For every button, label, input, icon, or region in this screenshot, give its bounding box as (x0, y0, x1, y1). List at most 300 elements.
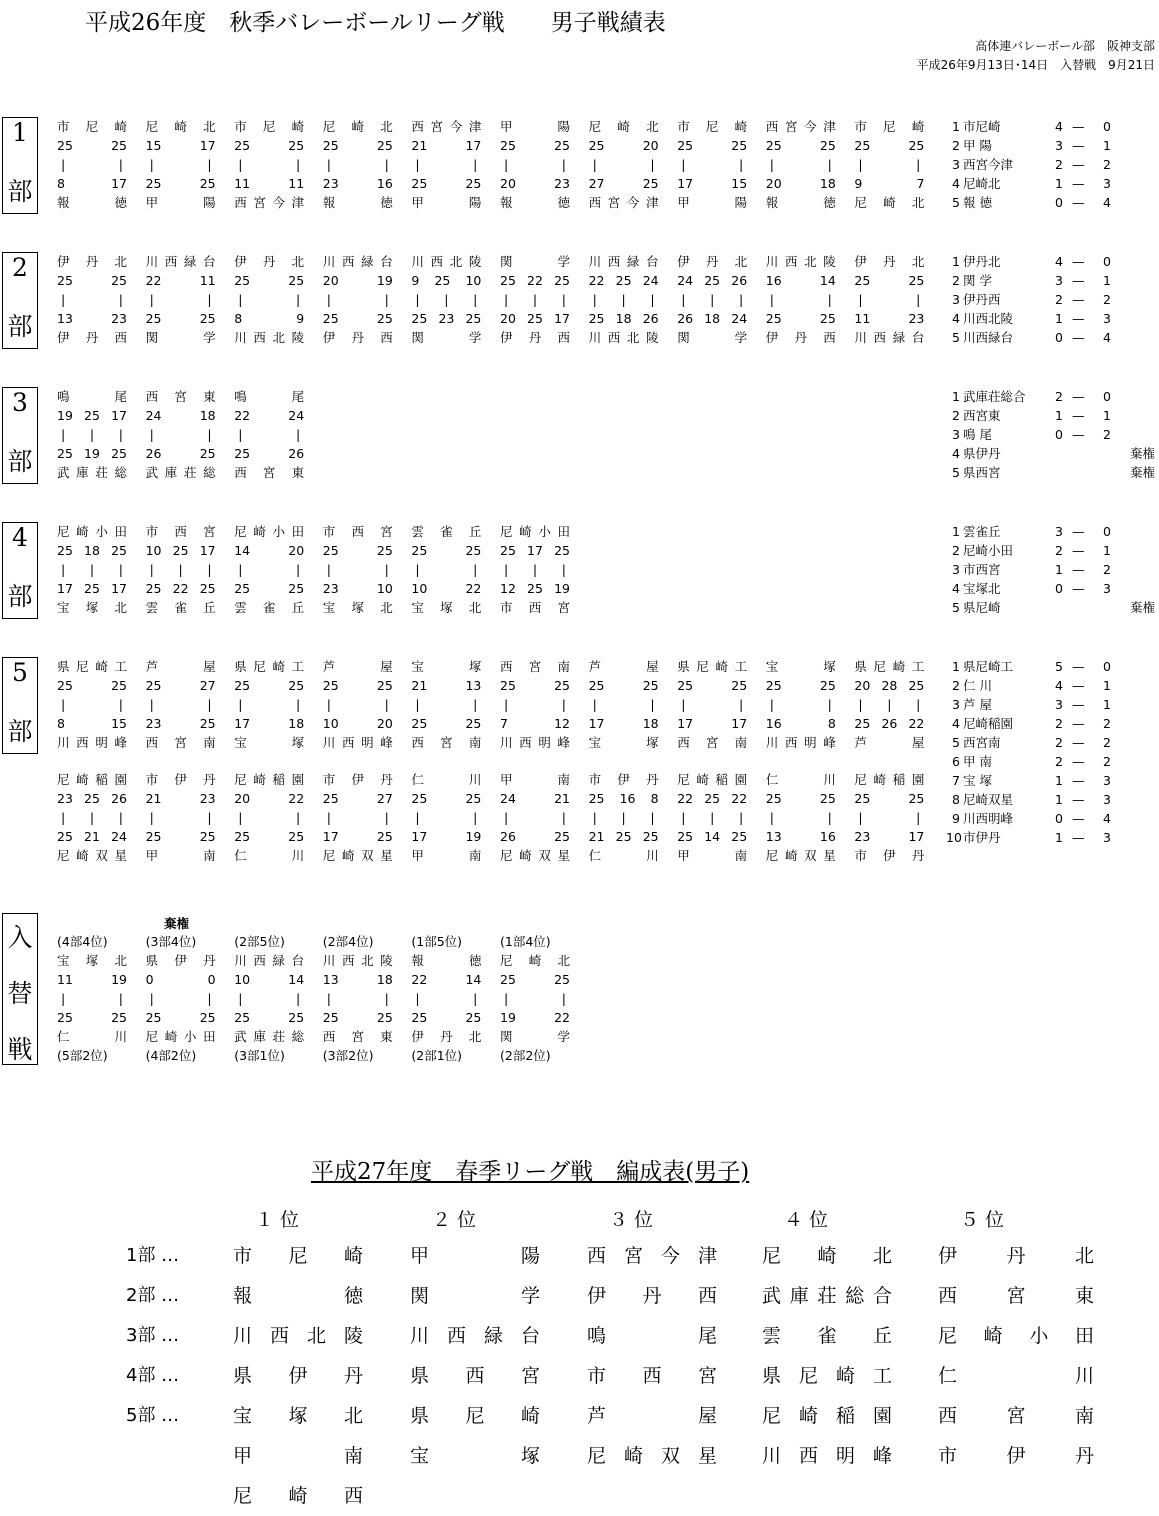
score-divider (411, 290, 481, 309)
team-home: 宝塚 (411, 659, 482, 674)
set-score: 25 (854, 791, 871, 806)
set-score: 25 (84, 581, 100, 596)
playoff-label-char: 戦 (7, 1035, 33, 1064)
standing-wins: 0 (1055, 195, 1063, 210)
standing-dash: — (1072, 697, 1085, 712)
set-score: 23 (111, 311, 127, 326)
standing-wins: 2 (1055, 157, 1063, 172)
set-score: 25 (57, 678, 73, 693)
standing-wins: 1 (1055, 773, 1063, 788)
set-score: 25 (465, 176, 482, 191)
score-away (234, 579, 304, 598)
divider-bar: | (295, 697, 301, 712)
score-away (57, 1008, 127, 1027)
match-result (500, 770, 570, 865)
set-score: 13 (322, 972, 339, 987)
set-score: 24 (642, 273, 659, 288)
score-divider (57, 155, 127, 174)
set-score: 25 (500, 543, 516, 558)
set-score: 25 (234, 273, 251, 288)
standing-losses: 2 (1103, 754, 1111, 769)
assigned-team: 川西北陵 (233, 1325, 363, 1347)
set-score: 0 (145, 972, 154, 987)
playoff-label-char: 替 (7, 979, 33, 1008)
divider-bar: | (827, 697, 832, 712)
team-away: 甲陽 (145, 195, 216, 210)
standing-forfeit: 棄権 (1129, 465, 1155, 480)
team-home: 川西緑台 (588, 254, 659, 269)
standing-losses: 0 (1103, 524, 1111, 539)
set-score: 26 (881, 716, 898, 731)
match-result (589, 252, 659, 347)
set-score: 24 (145, 408, 162, 423)
divider-bar: | (118, 697, 123, 712)
divider-bar: | (827, 292, 832, 307)
score-divider (57, 560, 127, 579)
set-score: 27 (199, 678, 216, 693)
team-away: 伊丹西 (765, 330, 836, 345)
standing-team: 川西北陵 (963, 311, 1014, 326)
match-result (411, 252, 481, 347)
division-label-box (2, 117, 38, 214)
score-divider (766, 290, 836, 309)
set-score: 22 (554, 1010, 570, 1025)
set-score: 25 (465, 791, 482, 806)
standing-dash: — (1072, 176, 1085, 191)
divider-bar: | (650, 157, 655, 172)
divider-bar: | (61, 292, 66, 307)
score-away (234, 1008, 304, 1027)
divider-bar: | (738, 697, 744, 712)
position-header: ３ 位 (609, 1209, 654, 1231)
score-divider (854, 155, 924, 174)
team-away: 伊丹西 (57, 330, 127, 345)
division-label-char: 3 (12, 388, 28, 417)
score-away (766, 827, 836, 846)
division-label-char: 部 (7, 177, 33, 206)
standing-team: 尼崎北 (963, 176, 1001, 191)
score-home (57, 676, 127, 695)
score-home (677, 789, 747, 808)
divider-bar: | (532, 562, 538, 577)
set-score: 25 (234, 581, 251, 596)
set-score: 17 (111, 408, 127, 423)
assigned-team: 市西宮 (587, 1365, 717, 1387)
assigned-team: 市伊丹 (938, 1445, 1094, 1467)
divider-bar: | (561, 991, 566, 1006)
divider-bar: | (415, 810, 420, 825)
standing-rank: 4 (952, 176, 960, 191)
standing-team: 県西宮 (963, 465, 1001, 480)
divider-bar: | (621, 810, 626, 825)
standing-wins: 4 (1055, 119, 1063, 134)
score-home (323, 970, 393, 989)
team-home: 伊丹北 (854, 254, 925, 269)
team-home: 県尼崎工 (854, 659, 925, 674)
team-home: 川西緑台 (322, 254, 393, 269)
set-score: 24 (500, 791, 516, 806)
score-divider (589, 695, 659, 714)
division-label-char: 5 (12, 658, 28, 687)
set-score: 25 (145, 678, 162, 693)
match-result (766, 117, 836, 212)
divider-bar: | (149, 810, 154, 825)
divider-bar: | (650, 292, 655, 307)
score-home (146, 541, 216, 560)
playoff-seed-home: (1部5位) (411, 934, 463, 949)
divider-bar: | (118, 157, 123, 172)
score-home (411, 136, 481, 155)
score-home (234, 271, 304, 290)
divider-bar: | (444, 292, 449, 307)
match-result (677, 252, 747, 347)
score-away (57, 579, 127, 598)
set-score: 25 (465, 1010, 482, 1025)
score-divider (146, 425, 216, 444)
division-label-box (2, 657, 38, 754)
score-home (57, 970, 127, 989)
set-score: 25 (288, 581, 305, 596)
standing-dash: — (1072, 754, 1085, 769)
standing-row (946, 193, 1155, 212)
match-result (234, 252, 304, 347)
team-home: 西宮東 (145, 389, 216, 404)
team-home: 市尼崎 (57, 119, 127, 134)
match-result (589, 657, 659, 752)
score-divider (57, 425, 127, 444)
set-score: 25 (704, 273, 721, 288)
standing-dash: — (1072, 678, 1085, 693)
divider-bar: | (592, 697, 597, 712)
set-score: 26 (677, 311, 694, 326)
divider-bar: | (887, 697, 892, 712)
set-score: 23 (199, 791, 216, 806)
standing-dash: — (1072, 524, 1085, 539)
score-home (323, 541, 393, 560)
divider-bar: | (738, 810, 744, 825)
assigned-team: 尼崎西 (233, 1485, 363, 1507)
team-home: 市尼崎 (854, 119, 925, 134)
set-score: 21 (411, 138, 428, 153)
score-home (411, 271, 481, 290)
score-away (854, 174, 924, 193)
standing-row (946, 790, 1155, 809)
score-divider (677, 808, 747, 827)
score-home (766, 136, 836, 155)
forfeit-note: 棄権 (164, 916, 190, 931)
set-score: 25 (819, 678, 836, 693)
playoff-seed-home: (3部4位) (145, 934, 197, 949)
standing-losses: 4 (1103, 811, 1111, 826)
set-score: 19 (554, 581, 570, 596)
team-away: 武庫荘総 (145, 465, 216, 480)
team-home: 尼崎稲園 (57, 772, 127, 787)
set-score: 25 (677, 678, 694, 693)
standing-rank: 1 (952, 389, 960, 404)
divider-bar: | (295, 562, 301, 577)
divider-bar: | (738, 157, 744, 172)
set-score: 19 (465, 829, 482, 844)
set-score: 18 (642, 716, 659, 731)
match-result (57, 387, 127, 482)
team-away: 仁川 (588, 848, 659, 863)
team-home: 伊丹北 (57, 254, 127, 269)
standing-team: 市尼崎 (963, 119, 1001, 134)
score-away (146, 444, 216, 463)
assigned-team: 宝塚北 (233, 1405, 363, 1427)
match-result (234, 387, 304, 482)
score-divider (500, 155, 570, 174)
standing-rank: 2 (952, 543, 960, 558)
set-score: 9 (296, 311, 305, 326)
score-away (766, 714, 836, 733)
match-result (500, 117, 570, 212)
division-row-label: 3部 … (126, 1325, 180, 1346)
set-score: 25 (588, 311, 605, 326)
divider-bar: | (238, 562, 243, 577)
organization: 高体連バレーボール部 阪神支部 (975, 39, 1155, 53)
standing-losses: 1 (1103, 697, 1111, 712)
set-score: 25 (465, 716, 482, 731)
set-score: 25 (376, 311, 393, 326)
standing-row (946, 828, 1155, 847)
set-score: 17 (588, 716, 605, 731)
divider-bar: | (238, 991, 243, 1006)
standing-row (946, 174, 1155, 193)
set-score: 25 (908, 791, 925, 806)
set-score: 22 (677, 791, 694, 806)
set-score: 23 (145, 716, 162, 731)
team-away: 宝塚北 (57, 600, 127, 615)
divider-bar: | (326, 697, 332, 712)
set-score: 7 (500, 716, 508, 731)
set-score: 23 (57, 791, 73, 806)
standing-row (946, 444, 1155, 463)
position-header: ２ 位 (432, 1209, 477, 1231)
divider-bar: | (592, 810, 597, 825)
set-score: 24 (677, 273, 694, 288)
divider-bar: | (504, 991, 509, 1006)
divider-bar: | (827, 157, 832, 172)
set-score: 25 (111, 273, 127, 288)
divider-bar: | (149, 697, 154, 712)
score-divider (57, 808, 127, 827)
score-away (146, 714, 216, 733)
divider-bar: | (295, 991, 301, 1006)
divider-bar: | (326, 157, 332, 172)
score-home (500, 136, 570, 155)
set-score: 21 (554, 791, 570, 806)
team-home: 鳴尾 (234, 389, 305, 404)
playoff-seed-home: (4部4位) (57, 934, 108, 949)
standing-wins: 0 (1055, 811, 1063, 826)
score-home (854, 136, 924, 155)
team-away: 関学 (677, 330, 748, 345)
set-score: 8 (57, 716, 65, 731)
team-away: 関学 (500, 1029, 570, 1044)
set-score: 18 (704, 311, 721, 326)
score-divider (323, 560, 393, 579)
match-result (146, 252, 216, 347)
set-score: 13 (57, 311, 73, 326)
standing-rank: 1 (952, 524, 960, 539)
set-score: 17 (677, 716, 694, 731)
standing-team: 尼崎稲園 (963, 716, 1014, 731)
score-divider (854, 695, 924, 714)
standing-rank: 1 (952, 119, 960, 134)
divider-bar: | (61, 157, 66, 172)
team-away: 川西北陵 (588, 330, 659, 345)
team-away: 宝塚 (234, 735, 305, 750)
score-divider (411, 695, 481, 714)
team-away: 武庫荘総 (234, 1029, 305, 1044)
score-away (500, 714, 570, 733)
set-score: 25 (145, 581, 162, 596)
standing-wins: 0 (1055, 427, 1063, 442)
score-away (323, 174, 393, 193)
score-divider (589, 290, 659, 309)
set-score: 21 (588, 829, 605, 844)
team-home: 甲南 (500, 772, 570, 787)
score-divider (146, 290, 216, 309)
score-away (589, 827, 659, 846)
score-away (323, 714, 393, 733)
set-score: 25 (819, 791, 836, 806)
score-home (411, 789, 481, 808)
match-result (146, 117, 216, 212)
score-away (146, 174, 216, 193)
set-score: 25 (199, 581, 216, 596)
position-header: ４ 位 (784, 1209, 829, 1231)
playoff-seed-away: (5部2位) (57, 1048, 108, 1063)
team-away: 伊丹西 (322, 330, 393, 345)
score-divider (234, 808, 304, 827)
divider-bar: | (415, 697, 420, 712)
set-score: 0 (207, 972, 216, 987)
set-score: 25 (57, 138, 73, 153)
set-score: 16 (376, 176, 393, 191)
playoff-label-char: 入 (7, 923, 33, 952)
set-score: 25 (615, 273, 632, 288)
standing-team: 甲 南 (963, 754, 992, 769)
divider-bar: | (384, 991, 389, 1006)
set-score: 25 (199, 829, 216, 844)
divider-bar: | (61, 810, 66, 825)
score-home (854, 676, 924, 695)
set-score: 17 (731, 716, 748, 731)
score-away (234, 714, 304, 733)
set-score: 10 (376, 581, 393, 596)
score-away (57, 174, 127, 193)
divider-bar: | (561, 157, 566, 172)
set-score: 13 (465, 678, 482, 693)
standing-team: 市伊丹 (963, 830, 1001, 845)
match-result (411, 522, 481, 617)
team-away: 報徳 (500, 195, 570, 210)
score-away (234, 444, 304, 463)
set-score: 25 (677, 829, 694, 844)
standing-row (946, 155, 1155, 174)
set-score: 10 (465, 273, 482, 288)
team-home: 雲雀丘 (411, 524, 482, 539)
standing-row (946, 387, 1155, 406)
set-score: 16 (765, 716, 782, 731)
set-score: 22 (527, 273, 543, 288)
team-away: 報徳 (765, 195, 836, 210)
team-away: 宝塚北 (411, 600, 482, 615)
team-home: 川西北陵 (765, 254, 836, 269)
score-divider (146, 155, 216, 174)
standing-wins: 1 (1055, 311, 1063, 326)
division-label-char: 1 (12, 118, 28, 147)
divider-bar: | (710, 292, 715, 307)
standing-wins: 1 (1055, 176, 1063, 191)
score-home (146, 676, 216, 695)
score-divider (57, 290, 127, 309)
divider-bar: | (149, 427, 154, 442)
set-score: 25 (84, 791, 100, 806)
divider-bar: | (769, 810, 775, 825)
standing-dash: — (1072, 830, 1085, 845)
divider-bar: | (238, 292, 243, 307)
set-score: 25 (554, 273, 570, 288)
score-divider (234, 560, 304, 579)
divider-bar: | (681, 697, 686, 712)
set-score: 25 (554, 138, 570, 153)
score-home (146, 970, 216, 989)
playoff-seed-away: (3部1位) (234, 1048, 285, 1063)
divider-bar: | (473, 810, 478, 825)
score-away (57, 309, 127, 328)
set-score: 25 (554, 678, 570, 693)
standing-rank: 5 (952, 600, 960, 615)
score-divider (766, 695, 836, 714)
score-home (589, 676, 659, 695)
set-score: 23 (322, 581, 339, 596)
score-away (677, 714, 747, 733)
team-away: 甲南 (677, 848, 748, 863)
divider-bar: | (561, 562, 566, 577)
standing-losses: 3 (1103, 830, 1111, 845)
set-score: 26 (642, 311, 659, 326)
team-away: 西宮今津 (588, 195, 659, 210)
score-divider (500, 808, 570, 827)
set-score: 22 (172, 581, 189, 596)
standing-dash: — (1072, 408, 1085, 423)
score-divider (146, 560, 216, 579)
team-home: 尼崎北 (145, 119, 216, 134)
assigned-team: 西宮東 (938, 1285, 1094, 1307)
divider-bar: | (238, 157, 243, 172)
assigned-team: 市尼崎 (233, 1245, 363, 1267)
standing-losses: 0 (1103, 254, 1111, 269)
standing-row (946, 714, 1155, 733)
score-away (323, 1008, 393, 1027)
team-home: 市伊丹 (588, 772, 659, 787)
divider-bar: | (561, 292, 566, 307)
score-away (146, 827, 216, 846)
standing-wins: 2 (1055, 735, 1063, 750)
divider-bar: | (681, 810, 686, 825)
standing-row (946, 541, 1155, 560)
set-score: 25 (642, 176, 659, 191)
standing-wins: 2 (1055, 754, 1063, 769)
set-score: 25 (376, 138, 393, 153)
standing-dash: — (1072, 773, 1085, 788)
set-score: 25 (588, 791, 605, 806)
standing-row (946, 657, 1155, 676)
standing-rank: 2 (952, 678, 960, 693)
